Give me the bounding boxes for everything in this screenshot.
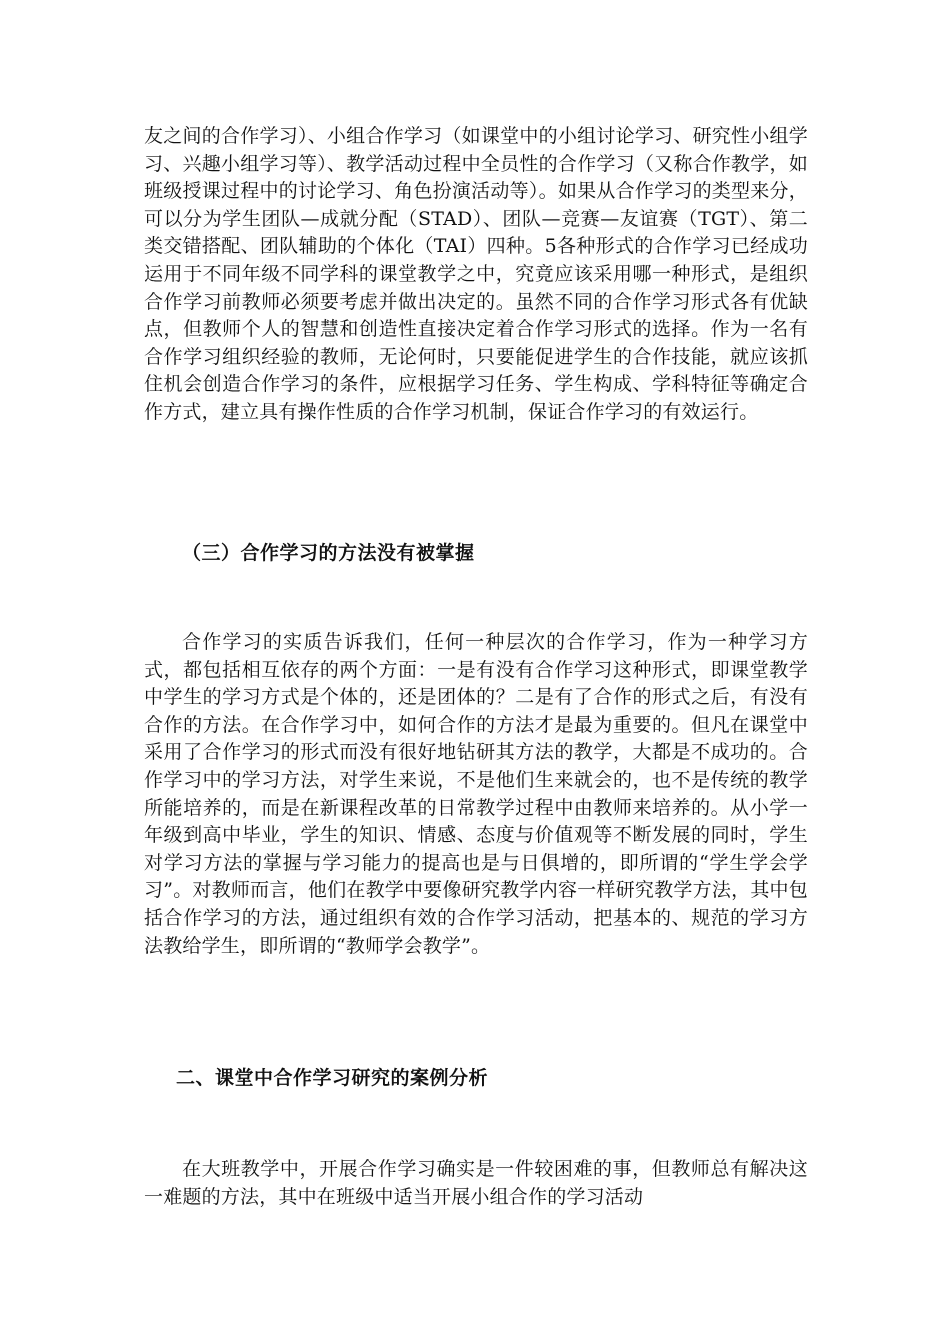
paragraph-cooperative-learning-forms: 友之间的合作学习）、小组合作学习（如课堂中的小组讨论学习、研究性小组学习、兴趣小组学习等）、教学活动过程中全员性的合作学习（又称合作教学，如班级授课过程中的讨论学习、角色扮演活动等）。如果从合作学习的类型来分，可以分为学生团队—成就分配（STAD）、团队—竞赛—友谊赛（TGT）、第二类交错搭配、团队辅助的个体化（TAI）四种。5各种形式的合作学习已经成功运用于不同年级不同学科的课堂教学之中，究竟应该采用哪一种形式，是组织合作学习前教师必须要考虑并做出决定的。虽然不同的合作学习形式各有优缺点，但教师个人的智慧和创造性直接决定着合作学习形式的选择。作为一名有合作学习组织经验的教师，无论何时，只要能促进学生的合作技能，就应该抓住机会创造合作学习的条件，应根据学习任务、学生构成、学科特征等确定合作方式，建立具有操作性质的合作学习机制，保证合作学习的有效运行。: [144, 125, 808, 423]
section-heading-case-analysis: 二、课堂中合作学习研究的案例分析: [176, 1067, 489, 1089]
paragraph-essence-of-cooperative-learning: 合作学习的实质告诉我们，任何一种层次的合作学习，作为一种学习方式，都包括相互依存的两个方面：一是有没有合作学习这种形式，即课堂教学中学生的学习方式是个体的，还是团体的？二是有了合作的形式之后，有没有合作的方法。在合作学习中，如何合作的方法才是最为重要的。但凡在课堂中采用了合作学习的形式而没有很好地钻研其方法的教学，大都是不成功的。合作学习中的学习方法，对学生来说，不是他们生来就会的，也不是传统的教学所能培养的，而是在新课程改革的日常教学过程中由教师来培养的。从小学一年级到高中毕业，学生的知识、情感、态度与价值观等不断发展的同时，学生对学习方法的掌握与学习能力的提高也是与日俱增的，即所谓的“学生学会学习”。对教师而言，他们在教学中要像研究教学内容一样研究教学方法，其中包括合作学习的方法，通过组织有效的合作学习活动，把基本的、规范的学习方法教给学生，即所谓的“教师学会教学”。: [144, 631, 808, 957]
section-heading-methods-not-mastered: （三）合作学习的方法没有被掌握: [182, 542, 475, 564]
paragraph-large-class-teaching: 在大班教学中，开展合作学习确实是一件较困难的事，但教师总有解决这一难题的方法，其中在班级中适当开展小组合作的学习活动: [144, 1158, 808, 1208]
